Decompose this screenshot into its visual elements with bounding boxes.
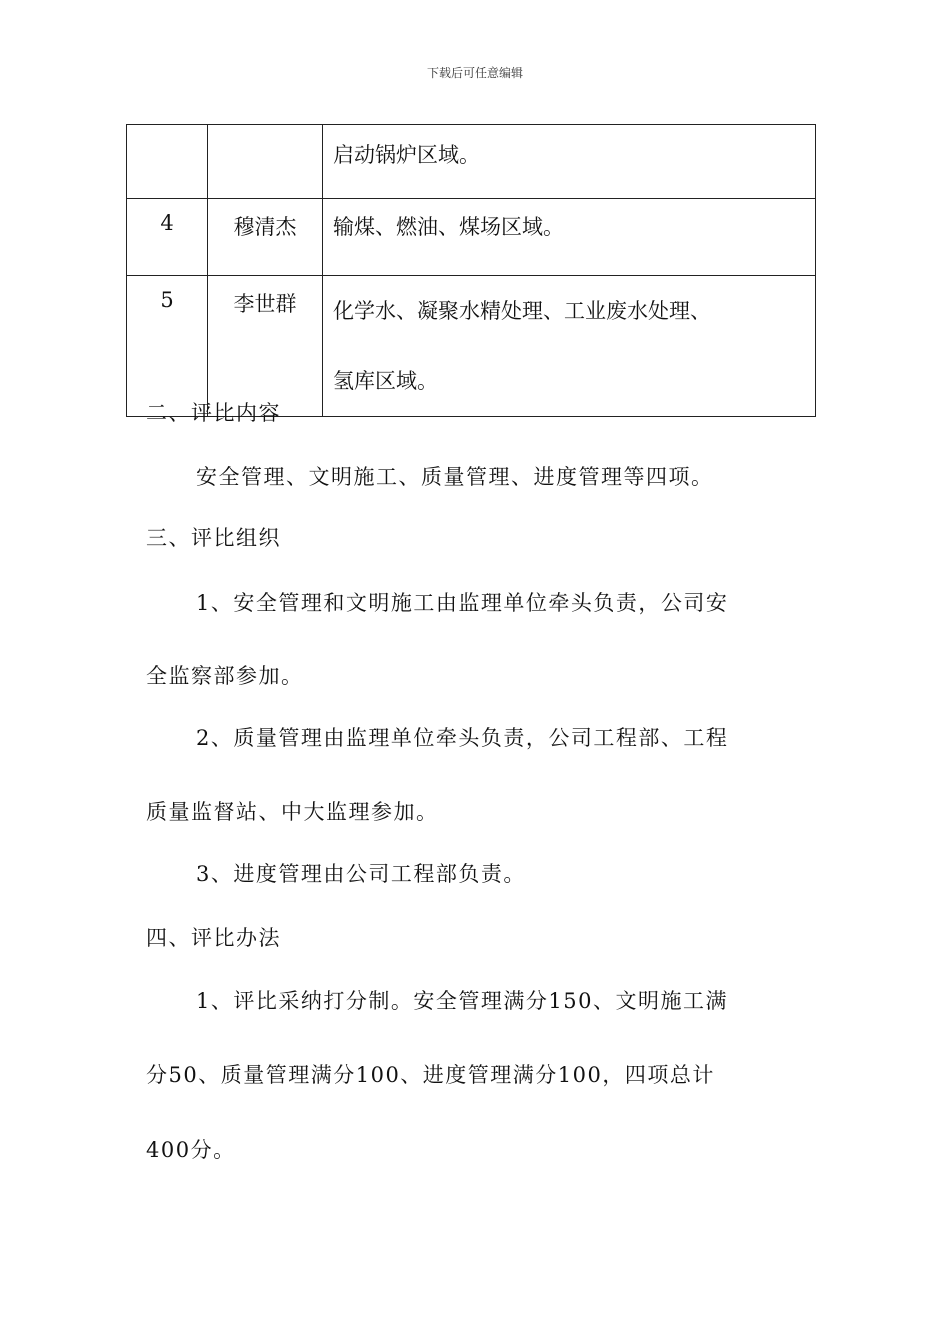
area-line: 输煤、燃油、煤场区域。 xyxy=(333,215,564,239)
organization-item-3: 3、进度管理由公司工程部负责。 xyxy=(196,862,526,886)
responsible-person xyxy=(208,125,323,199)
section-heading-method: 四、评比办法 xyxy=(146,926,281,950)
area-cell xyxy=(323,125,816,199)
organization-item-2-line-2: 质量监督站、中大监理参加。 xyxy=(146,800,439,824)
section-heading-organization: 三、评比组织 xyxy=(146,526,281,550)
organization-item-1-line-1: 1、安全管理和文明施工由监理单位牵头负责，公司安 xyxy=(196,591,729,615)
content-text: 安全管理、文明施工、质量管理、进度管理等四项。 xyxy=(196,465,714,489)
area-line: 化学水、凝聚水精处理、工业废水处理、 xyxy=(333,299,711,323)
responsibility-table xyxy=(126,124,816,417)
organization-item-2-line-1: 2、质量管理由监理单位牵头负责，公司工程部、工程 xyxy=(196,726,729,750)
page-header: 下载后可任意编辑 xyxy=(426,66,523,80)
section-heading-content: 二、评比内容 xyxy=(146,401,281,425)
responsible-person: 李世群 xyxy=(208,276,323,417)
table-row xyxy=(127,125,816,199)
table-row xyxy=(127,199,816,276)
table-row xyxy=(127,276,816,417)
row-number: 4 xyxy=(127,199,208,276)
area-cell xyxy=(323,199,816,276)
area-line: 氢库区域。 xyxy=(333,369,438,393)
responsible-person: 穆清杰 xyxy=(208,199,323,276)
method-item-1-line-2: 分50、质量管理满分100、进度管理满分100，四项总计 xyxy=(146,1063,715,1087)
method-item-1-line-1: 1、评比采纳打分制。安全管理满分150、文明施工满 xyxy=(196,989,728,1013)
area-cell xyxy=(323,276,816,417)
row-number: 5 xyxy=(127,276,208,417)
method-item-1-line-3: 400分。 xyxy=(146,1138,236,1162)
organization-item-1-line-2: 全监察部参加。 xyxy=(146,664,304,688)
row-number xyxy=(127,125,208,199)
area-line: 启动锅炉区域。 xyxy=(333,143,480,167)
